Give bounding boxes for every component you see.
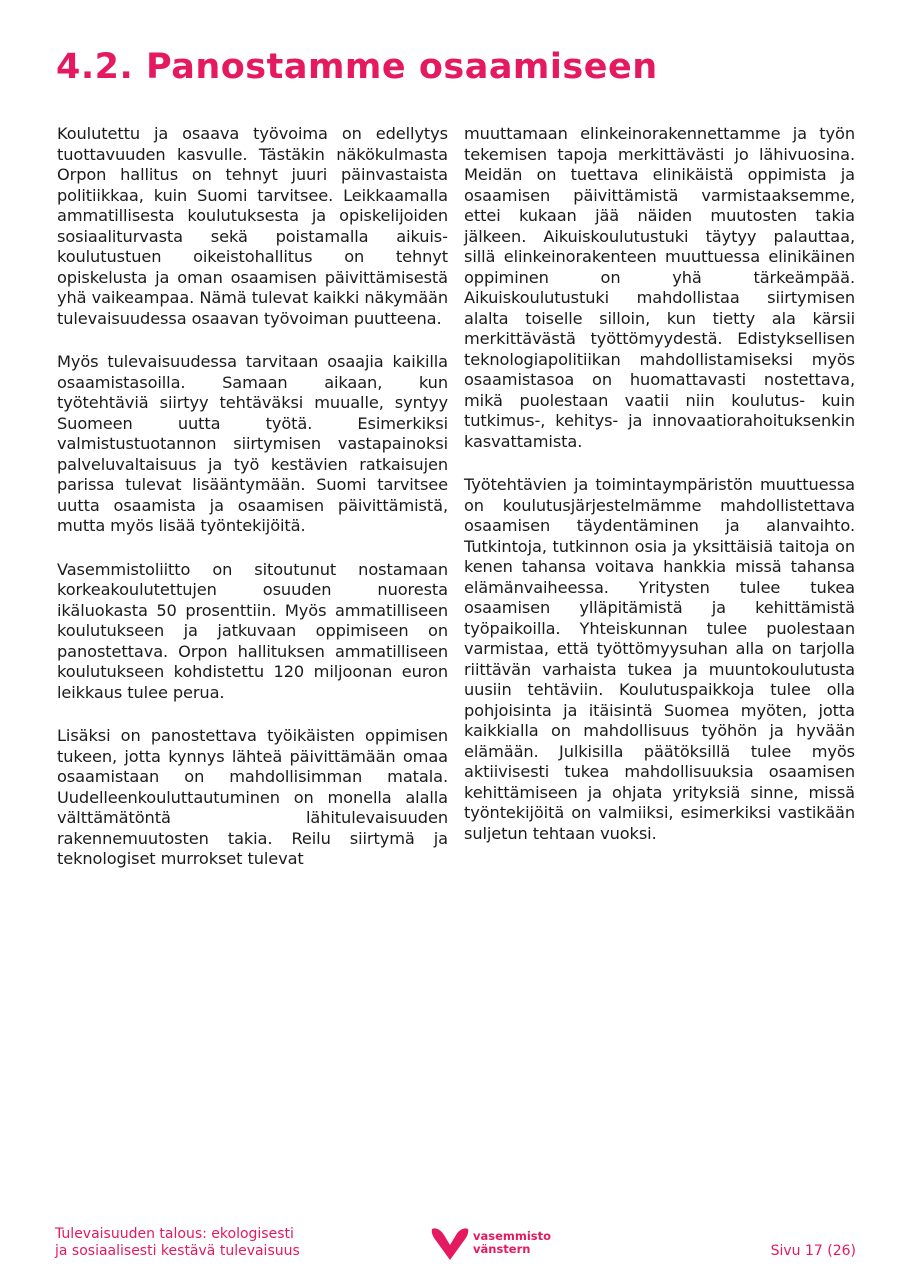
logo-wordmark — [473, 1230, 551, 1256]
paragraph: muuttamaan elinkeinorakennettamme ja työn tekemisen tapoja merkittävästi jo lähivuosina. Meidän on tuettava elinikäistä oppimista ja osaamisen päivittämistä varmistaaksemme, ettei kukaan jää näiden muutosten takia jälkeen. Aikuiskoulutustuki täytyy palauttaa, sillä elinkeinorakenteen muuttuessa elinikäinen oppiminen on yhä tärkeämpää. Aikuiskoulutustuki mahdollistaa siirtymisen alalta toiselle silloin, kun tietty ala kärsii merkittävästä työttömyydestä. Edistyksellisen teknologiapolitiikan mahdollistamiseksi myös osaamistasoa on huomattavasti nostettava, mikä puolestaan vaatii niin koulutus- kuin tutkimus-, kehitys- ja innovaatiorahoituksenkin kasvattamista. — [464, 124, 855, 451]
right-column — [464, 124, 855, 867]
footer-title-line: ja sosiaalisesti kestävä tulevaisuus — [55, 1243, 300, 1259]
paragraph: Koulutettu ja osaava työvoima on edellytys tuottavuuden kasvulle. Tästäkin näkökulmasta Orpon hallitus on tehnyt juuri päinvastaista politiikkaa, kuin Suomi tarvitsee. Leikkaamalla ammatillisesta koulutuksesta ja opiskelijoiden sosiaaliturvasta sekä poistamalla aikuiskoulutustuen oikeistohallitus on tehnyt opiskelusta ja oman osaamisen päivittämisestä yhä vaikeampaa. Nämä tulevat kaikki näkymään tulevaisuudessa osaavan työvoiman puutteena. — [57, 124, 448, 328]
logo-text-line: vasemmisto — [473, 1229, 552, 1243]
paragraph: Myös tulevaisuudessa tarvitaan osaajia kaikilla osaamistasoilla. Samaan aikaan, kun työtehtäviä siirtyy tehtäväksi muualle, syntyy Suomeen uutta työtä. Esimerkiksi valmistustuotannon siirtymisen vastapainoksi palveluvaltaisuus ja työ kestävien ratkaisujen parissa tulevat lisääntymään. Suomi tarvitsee uutta osaamista ja osaamisen päivittämistä, mutta myös lisää työntekijöitä. — [57, 352, 448, 535]
page-heading: 4.2. Panostamme osaamiseen — [56, 47, 658, 87]
paragraph: Lisäksi on panostettava työikäisten oppimisen tukeen, jotta kynnys lähteä päivittämään omaa osaamistaan on mahdollisimman matala. Uudelleenkouluttautuminen on monella alalla välttämätöntä lähitulevaisuuden rakennemuutosten takia. Reilu siirtymä ja teknologiset murrokset tulevat — [57, 726, 448, 868]
footer-document-title — [55, 1226, 300, 1260]
vasemmisto-logo — [430, 1222, 570, 1264]
logo-text-line: vänstern — [473, 1242, 531, 1256]
paragraph: Vasemmistoliitto on sitoutunut nostamaan korkeakoulutettujen osuuden nuoresta ikäluokasta 50 prosenttiin. Myös ammatilliseen koulutukseen ja jatkuvaan oppimiseen on panostettava. Orpon hallituksen ammatilliseen koulutukseen kohdistettu 120 miljoonan euron leikkaus tulee perua. — [57, 559, 448, 702]
paragraph: Työtehtävien ja toimintaympäristön muuttuessa on koulutusjärjestelmämme mahdollistettava osaamisen täydentäminen ja alanvaihto. Tutkintoja, tutkinnon osia ja yksittäisiä taitoja on kenen tahansa voitava hankkia missä tahansa elämänvaiheessa. Yritysten tulee tukea osaamisen ylläpitämistä ja kehittämistä työpaikoilla. Yhteiskunnan tulee puolestaan varmistaa, että työttömyysuhan alla on tarjolla riittävän varhaista tukea ja muuntokoulutusta uusiin tehtäviin. Koulutuspaikkoja tulee olla pohjoisinta ja itäisintä Suomea myöten, jotta kaikkialla on mahdollisuus työhön ja hyvään elämään. Julkisilla päätöksillä tulee myös aktiivisesti tukea mahdollisuuksia osaamisen kehittämiseen ja ohjata yrityksiä sinne, missä työntekijöitä on valmiiksi, esimerkiksi vastikään suljetun tehtaan vuoksi. — [464, 475, 855, 843]
v-heart-logo-icon — [430, 1223, 470, 1263]
page-number: Sivu 17 (26) — [770, 1243, 856, 1259]
footer-title-line: Tulevaisuuden talous: ekologisesti — [55, 1226, 294, 1242]
left-column — [57, 124, 448, 893]
